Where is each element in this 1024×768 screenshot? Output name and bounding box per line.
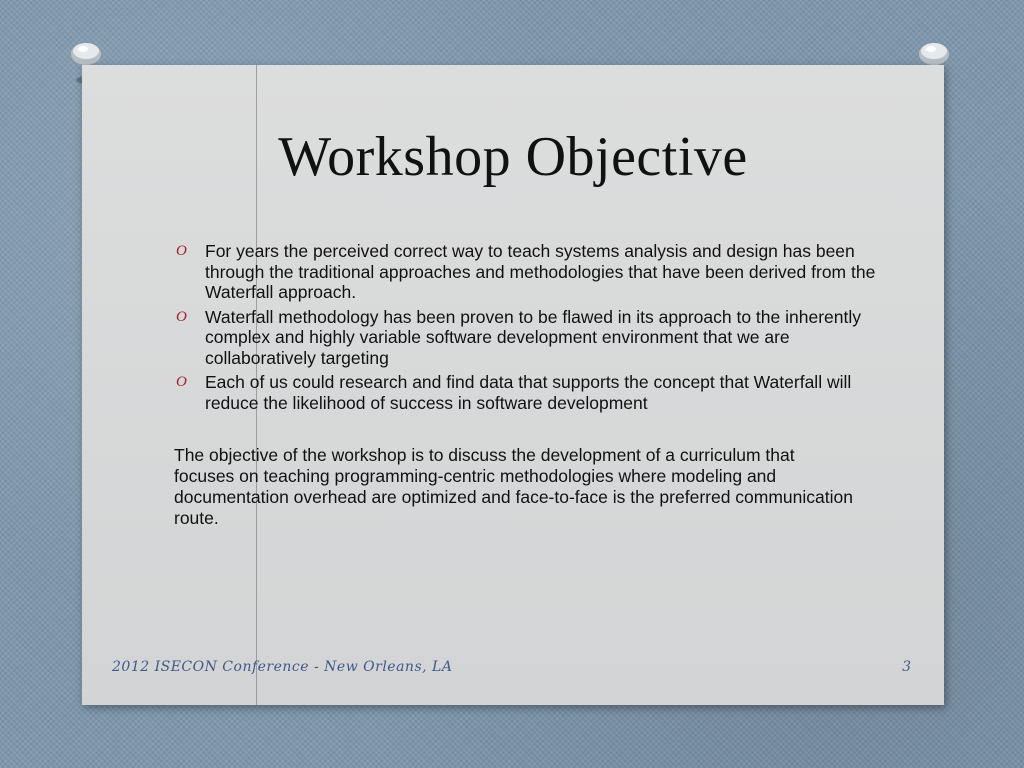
bullet-text: Waterfall methodology has been proven to be flawed in its approach to the inherently complex and highly variable software development environment that we are collaboratively targeting: [205, 306, 862, 368]
slide-footer: 2012 ISECON Conference - New Orleans, LA: [112, 659, 453, 675]
bullet-marker: O: [176, 243, 187, 259]
bullet-text: For years the perceived correct way to teach systems analysis and design has been through the traditional approaches and methodologies that have been derived from the Waterfall approach.: [205, 241, 876, 302]
slide-card: [82, 65, 944, 705]
bullet-list: [176, 241, 876, 417]
objective-paragraph: The objective of the workshop is to discuss the development of a curriculum that focuses on teaching programming-centric methodologies where modeling and documentation overhead are optimized and face-to-face is the preferred communication route.: [174, 445, 853, 528]
slide-title: Workshop Objective: [278, 126, 748, 188]
bullet-item: [176, 372, 876, 413]
bullet-item: [176, 307, 876, 369]
bullet-marker: O: [176, 308, 187, 325]
bullet-marker: O: [176, 374, 187, 390]
bullet-text: Each of us could research and find data that supports the concept that Waterfall will reduce the likelihood of success in software development: [205, 372, 852, 413]
bullet-item: [176, 241, 876, 303]
page-number: 3: [902, 659, 911, 675]
